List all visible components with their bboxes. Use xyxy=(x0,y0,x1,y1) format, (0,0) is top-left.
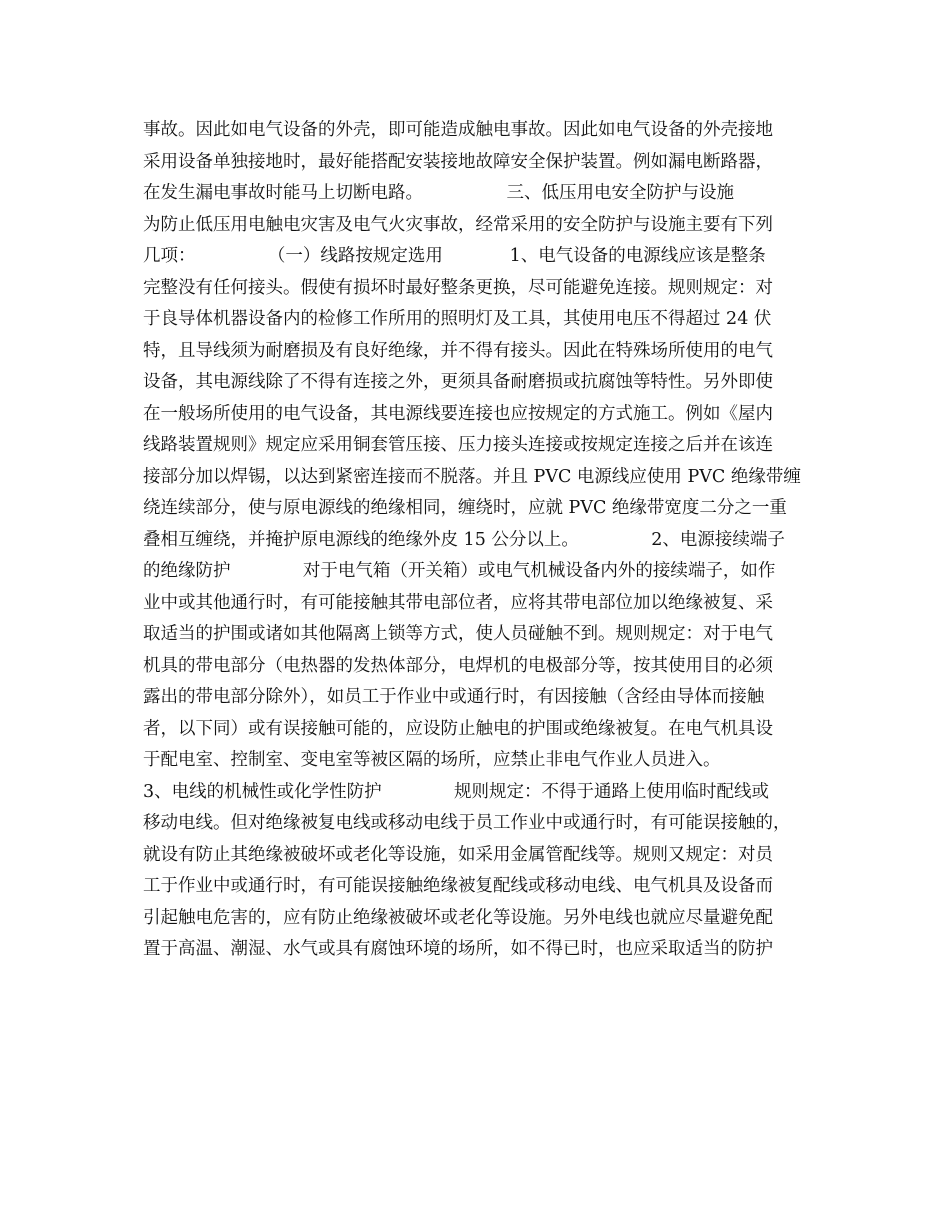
text-line: 机具的带电部分（电热器的发热体部分，电焊机的电极部分等，按其使用目的必须 xyxy=(143,655,773,676)
text-line: 于良导体机器设备内的检修工作所用的照明灯及工具，其使用电压不得超过 24 伏 xyxy=(143,309,772,329)
text-line: 在一般场所使用的电气设备，其电源线要连接也应按规定的方式施工。例如《屋内 xyxy=(143,403,773,424)
text-line: 几项： （一）线路按规定选用 1、电气设备的电源线应该是整条 xyxy=(143,246,766,266)
text-line: 就设有防止其绝缘被破坏或老化等设施，如采用金属管配线等。规则又规定：对员 xyxy=(143,844,773,865)
text-line: 取适当的护围或诸如其他隔离上锁等方式，使人员碰触不到。规则规定：对于电气 xyxy=(143,624,773,644)
text-line: 露出的带电部分除外），如员工于作业中或通行时，有因接触（含经由导体而接触 xyxy=(143,687,765,707)
text-line: 业中或其他通行时，有可能接触其带电部位者，应将其带电部位加以绝缘被复、采 xyxy=(143,592,773,613)
text-line: 完整没有任何接头。假使有损坏时最好整条更换，尽可能避免连接。规则规定：对 xyxy=(143,277,773,298)
text-line: 在发生漏电事故时能马上切断电路。 三、低压用电安全防护与设施 xyxy=(143,183,734,203)
text-line: 引起触电危害的，应有防止绝缘被破坏或老化等设施。另外电线也就应尽量避免配 xyxy=(143,907,773,928)
text-line: 移动电线。但对绝缘被复电线或移动电线于员工作业中或通行时，有可能误接触的， xyxy=(143,813,791,833)
text-line: 于配电室、控制室、变电室等被区隔的场所，应禁止非电气作业人员进入。 xyxy=(143,750,721,770)
body-text xyxy=(143,115,823,966)
text-line: 采用设备单独接地时，最好能搭配安装接地故障安全保护装置。例如漏电断路器， xyxy=(143,151,773,172)
text-line: 的绝缘防护 对于电气箱（开关箱）或电气机械设备内外的接续端子，如作 xyxy=(143,561,776,581)
text-line: 特，且导线须为耐磨损及有良好绝缘，并不得有接头。因此在特殊场所使用的电气 xyxy=(143,340,773,361)
text-line: 线路装置规则》规定应采用铜套管压接、压力接头连接或按规定连接之后并在该连 xyxy=(143,435,773,455)
text-line: 为防止低压用电触电灾害及电气火灾事故，经常采用的安全防护与设施主要有下列 xyxy=(143,214,773,235)
text-line: 工于作业中或通行时，有可能误接触绝缘被复配线或移动电线、电气机具及设备而 xyxy=(143,876,773,896)
text-line: 事故。因此如电气设备的外壳，即可能造成触电事故。因此如电气设备的外壳接地 xyxy=(143,120,773,140)
text-line: 设备，其电源线除了不得有连接之外，更须具备耐磨损或抗腐蚀等特性。另外即使 xyxy=(143,372,773,392)
text-line: 叠相互缠绕，并掩护原电源线的绝缘外皮 15 公分以上。 2、电源接续端子 xyxy=(143,529,785,550)
text-line: 置于高温、潮湿、水气或具有腐蚀环境的场所，如不得已时，也应采取适当的防护 xyxy=(143,939,773,959)
text-line: 绕连续部分，使与原电源线的绝缘相同，缠绕时，应就 PVC 绝缘带宽度二分之一重 xyxy=(143,498,787,518)
text-line: 接部分加以焊锡，以达到紧密连接而不脱落。并且 PVC 电源线应使用 PVC 绝缘带缠 xyxy=(143,466,801,487)
text-line: 3、电线的机械性或化学性防护 规则规定：不得于通路上使用临时配线或 xyxy=(143,781,769,802)
text-line: 者，以下同）或有误接触可能的，应设防止触电的护围或绝缘被复。在电气机具设 xyxy=(143,718,773,739)
